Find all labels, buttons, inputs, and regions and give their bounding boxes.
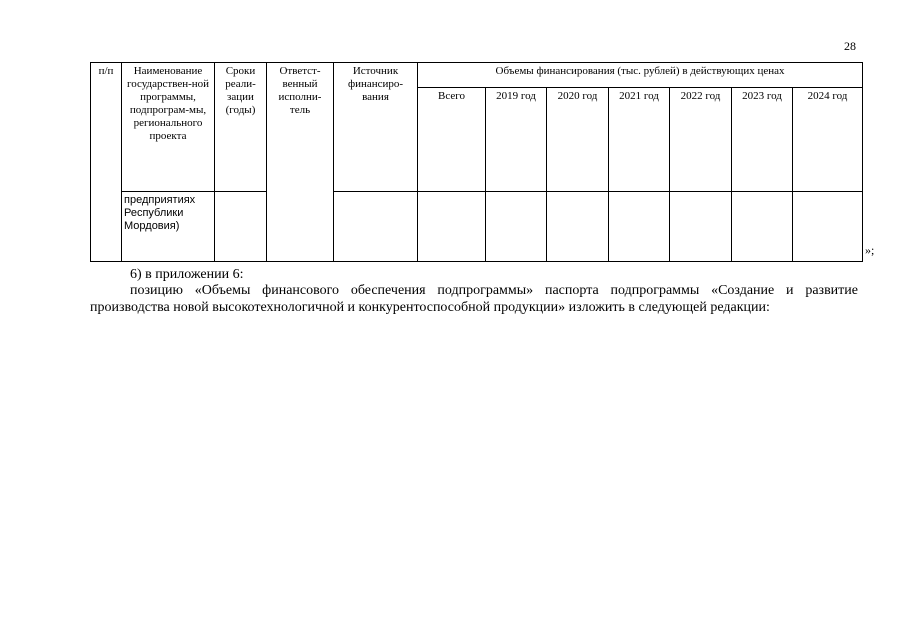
- year-2021-cell: [609, 192, 670, 262]
- closing-quote: »;: [865, 243, 875, 257]
- year-2024-cell: [793, 192, 863, 262]
- header-year-2020: 2020 год: [547, 88, 609, 192]
- year-2023-cell: [732, 192, 793, 262]
- year-2019-cell: [486, 192, 547, 262]
- header-year-2021: 2021 год: [609, 88, 670, 192]
- body-paragraph: позицию «Объемы финансового обеспечения подпрограммы» паспорта подпрограммы «Создание и развитие производства новой высокотехнологичной и конкурентоспособной продукции» изложить в следующей редакции:: [90, 283, 858, 315]
- table-header-row: [91, 63, 863, 88]
- terms-cell: [215, 192, 267, 262]
- header-responsible: Ответст-венный исполни-тель: [267, 63, 334, 262]
- header-year-2023: 2023 год: [732, 88, 793, 192]
- header-total: Всего: [418, 88, 486, 192]
- table-row: [91, 192, 863, 262]
- header-num: п/п: [91, 63, 122, 262]
- header-year-2024: 2024 год: [793, 88, 863, 192]
- header-financing: Объемы финансирования (тыс. рублей) в действующих ценах: [418, 63, 863, 88]
- header-year-2019: 2019 год: [486, 88, 547, 192]
- financing-table: [90, 62, 863, 262]
- year-2020-cell: [547, 192, 609, 262]
- total-cell: [418, 192, 486, 262]
- item-heading: 6) в приложении 6:: [130, 267, 244, 282]
- page-number: 28: [844, 39, 856, 53]
- header-name: Наименование государствен-ной программы, подпрограм-мы, регионального проекта: [122, 63, 215, 192]
- name-continuation: [122, 192, 215, 262]
- header-year-2022: 2022 год: [670, 88, 732, 192]
- header-terms: Сроки реали-зации (годы): [215, 63, 267, 192]
- source-cell: [334, 192, 418, 262]
- year-2022-cell: [670, 192, 732, 262]
- header-source: Источник финансиро-вания: [334, 63, 418, 192]
- name-continuation-text: предприятиях Республики Мордовия): [124, 194, 196, 232]
